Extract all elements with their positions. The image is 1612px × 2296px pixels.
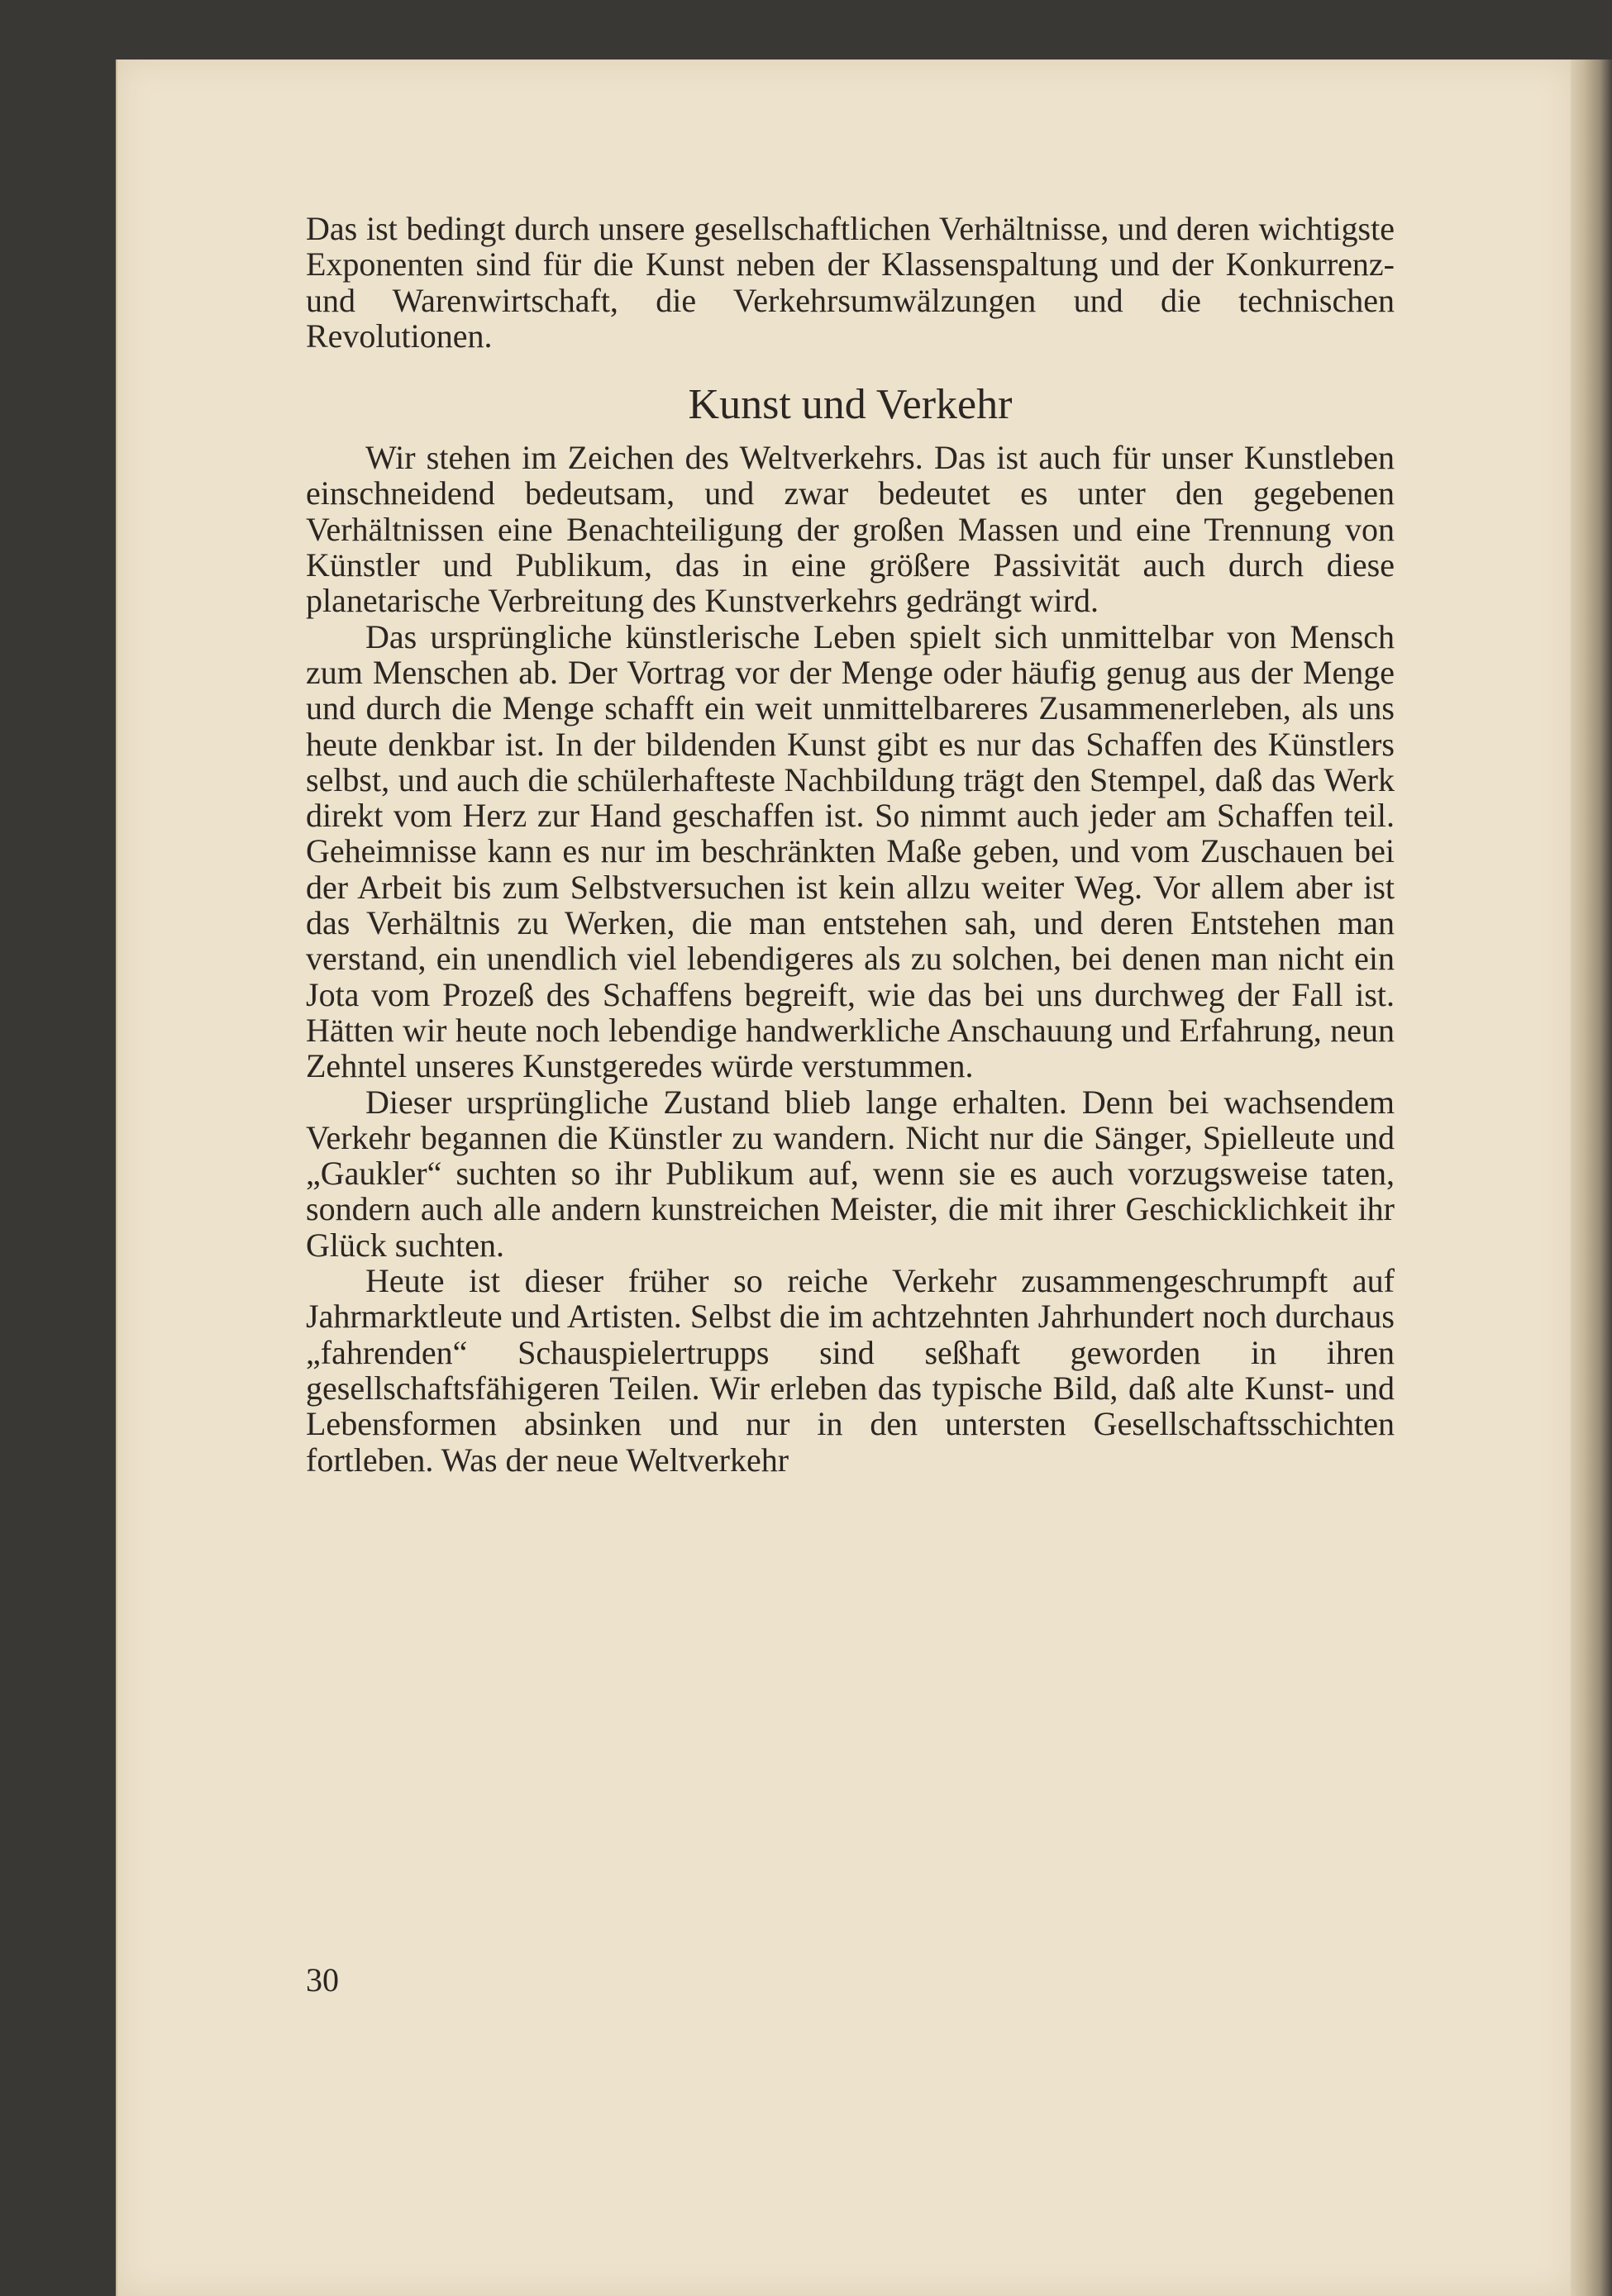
paragraph-2: Das ursprüngliche künstlerische Leben spielt sich unmittelbar von Mensch zum Menschen ab. Der Vortrag vor der Menge oder häufig genug aus der Menge und durch die Menge schafft ein weit unmittelbareres Zusammenerleben, als uns heute denkbar ist. In der bildenden Kunst gibt es nur das Schaffen des Künstlers selbst, und auch die schülerhafteste Nachbildung trägt den Stempel, daß das Werk direkt vom Herz zur Hand geschaffen ist. So nimmt auch jeder am Schaffen teil. Geheimnisse kann es nur im beschränkten Maße geben, und vom Zuschauen bei der Arbeit bis zum Selbstversuchen ist kein allzu weiter Weg. Vor allem aber ist das Verhältnis zu Werken, die man entstehen sah, und deren Entstehen man verstand, ein unendlich viel lebendigeres als zu solchen, bei denen man nicht ein Jota vom Prozeß des Schaffens begreift, wie das bei uns durchweg der Fall ist. Hätten wir heute noch lebendige handwerkliche Anschauung und Erfahrung, neun Zehntel unseres Kunstgeredes würde verstummen. [306, 617, 1395, 1085]
paragraph-1: Wir stehen im Zeichen des Weltverkehrs. Das ist auch für unser Kunstleben einschneidend bedeutsam, und zwar bedeutet es unter den gegebenen Verhältnissen eine Benachteiligung der großen Massen und eine Trennung von Künstler und Publikum, das in eine größere Passivität auch durch diese planetarische Verbreitung des Kunstverkehrs gedrängt wird. [306, 439, 1395, 620]
intro-paragraph: Das ist bedingt durch unsere gesellschaftlichen Verhältnisse, und deren wichtigste Exponenten sind für die Kunst neben der Klassenspaltung und der Konkurrenz- und Warenwirtschaft, die Verkehrsumwälzungen und die technischen Revolutionen. [306, 210, 1395, 355]
paragraph-3: Dieser ursprüngliche Zustand blieb lange erhalten. Denn bei wachsendem Verkehr begannen die Künstler zu wandern. Nicht nur die Sänger, Spielleute und „Gaukler“ suchten so ihr Publikum auf, wenn sie es auch vorzugsweise taten, sondern auch alle andern kunstreichen Meister, die mit ihrer Geschicklichkeit ihr Glück suchten. [306, 1083, 1395, 1264]
page-number: 30 [306, 1961, 339, 1998]
paragraph-4: Heute ist dieser früher so reiche Verkehr zusammengeschrumpft auf Jahrmarktleute und Artisten. Selbst die im achtzehnten Jahrhundert noch durchaus „fahrenden“ Schauspielertrupps sind seßhaft geworden in ihren gesellschaftsfähigeren Teilen. Wir erleben das typische Bild, daß alte Kunst- und Lebensformen absinken und nur in den untersten Gesellschaftsschichten fortleben. Was der neue Weltverkehr [306, 1262, 1395, 1479]
body-text [306, 211, 1395, 1478]
section-heading: Kunst und Verkehr [688, 381, 1013, 429]
page-edge [1571, 60, 1612, 2296]
